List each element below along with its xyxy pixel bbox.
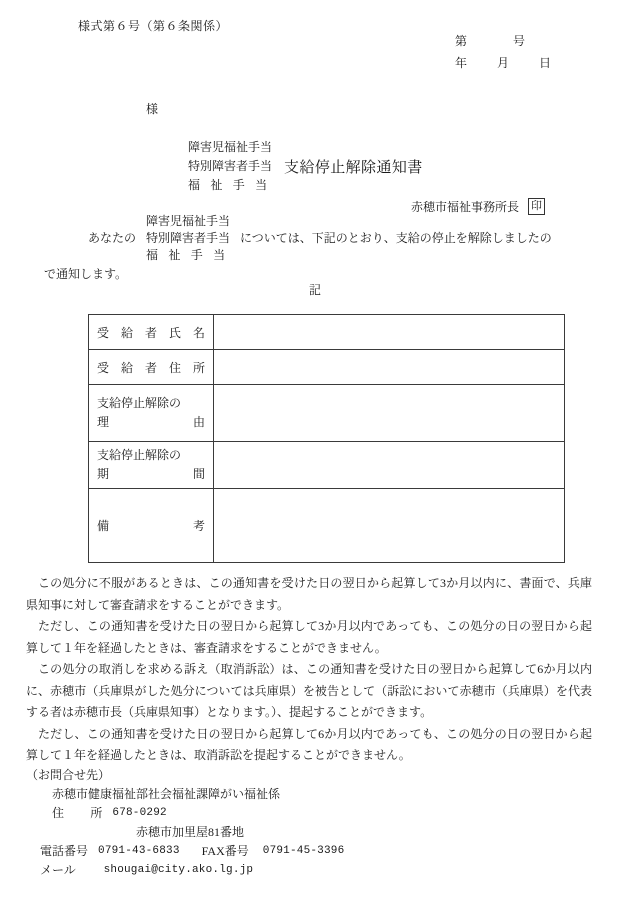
body-sentence-lead: あなたの xyxy=(87,231,136,245)
table-row xyxy=(89,315,565,350)
kiji-marker: 記 xyxy=(308,283,321,297)
legal-paragraph-4: ただし、この通知書を受けた日の翌日から起算して6か月以内であっても、この処分の日の翌日から起算して１年を経過したときは、取消訴訟を提起することができません。 xyxy=(26,726,592,762)
body-allowance-option-3: 福 祉 手 当 xyxy=(146,248,226,262)
legal-notice-block xyxy=(26,573,592,767)
form-number: 様式第６号（第６条関係） xyxy=(78,19,229,33)
row-label-suspension-period-line1: 支給停止解除の xyxy=(97,448,182,462)
allowance-option-1: 障害児福祉手当 xyxy=(188,140,273,154)
row-value-suspension-period[interactable] xyxy=(214,442,565,489)
contact-address-row xyxy=(26,804,344,823)
row-label-suspension-reason: 支給停止解除の 理 由 xyxy=(89,385,214,442)
body-sentence-row-1 xyxy=(24,212,604,229)
contact-tel-label: 電話番号 xyxy=(40,844,89,858)
body-allowance-option-2: 特別障害者手当 xyxy=(146,231,231,245)
body-sentence xyxy=(24,212,604,282)
allowance-option-2: 特別障害者手当 xyxy=(188,159,273,173)
contact-tel-value: 0791-43-6833 xyxy=(98,845,180,857)
row-value-recipient-address[interactable] xyxy=(214,350,565,385)
allowance-option-3: 福 祉 手 当 xyxy=(188,178,268,192)
table-row xyxy=(89,385,565,442)
contact-mail-label: メール xyxy=(40,863,76,877)
contact-fax-label: FAX番号 xyxy=(201,844,249,858)
body-allowance-option-1: 障害児福祉手当 xyxy=(146,214,231,228)
row-value-recipient-name[interactable] xyxy=(214,315,565,350)
row-label-remarks: 備 考 xyxy=(89,489,214,563)
contact-address-label: 住 所 xyxy=(52,806,103,820)
document-number-label: 第 xyxy=(455,34,468,48)
contact-organization: 赤穂市健康福祉部社会福祉課障がい福祉係 xyxy=(52,787,281,801)
row-value-remarks[interactable] xyxy=(214,489,565,563)
entry-table xyxy=(88,314,565,563)
contact-tel-row xyxy=(26,842,344,861)
document-number-unit: 号 xyxy=(513,34,526,48)
contact-address-value: 赤穂市加里屋81番地 xyxy=(136,825,245,839)
contact-mail-row xyxy=(26,861,344,880)
allowance-type-list xyxy=(188,138,272,195)
row-label-suspension-period: 支給停止解除の 期 間 xyxy=(89,442,214,489)
legal-paragraph-3: この処分の取消しを求める訴え（取消訴訟）は、この通知書を受けた日の翌日から起算して6か月以内に、赤穂市（兵庫県がした処分については兵庫県）を被告として（訴訟において赤穂市（兵庫県）を代表する者は赤穂市長（兵庫県知事）となります。）、提起することができます。 xyxy=(26,662,592,719)
date-year-label: 年 xyxy=(455,56,468,70)
document-number-line xyxy=(455,32,525,49)
contact-block xyxy=(26,766,344,880)
table-row xyxy=(89,442,565,489)
table-row xyxy=(89,489,565,563)
contact-heading: （お問合せ先） xyxy=(26,768,111,782)
addressee-honorific: 様 xyxy=(146,102,159,116)
row-label-suspension-reason-line1: 支給停止解除の xyxy=(97,396,182,410)
row-value-suspension-reason[interactable] xyxy=(214,385,565,442)
contact-mail-value: shougai@city.ako.lg.jp xyxy=(103,864,254,876)
seal-stamp-box: 印 xyxy=(528,198,545,215)
body-sentence-row-3 xyxy=(24,246,604,263)
body-sentence-closing: で通知します。 xyxy=(44,267,128,281)
date-day-label: 日 xyxy=(539,56,552,70)
contact-postal-code: 678-0292 xyxy=(112,807,167,819)
title-block xyxy=(188,138,423,195)
legal-paragraph-1: この処分に不服があるときは、この通知書を受けた日の翌日から起算して3か月以内に、書面で、兵庫県知事に対して審査請求をすることができます。 xyxy=(26,576,592,612)
row-label-recipient-address: 受 給 者 住 所 xyxy=(89,350,214,385)
legal-paragraph-2: ただし、この通知書を受けた日の翌日から起算して3か月以内であっても、この処分の日の翌日から起算して１年を経過したときは、審査請求をすることができません。 xyxy=(26,619,592,655)
body-sentence-row-2 xyxy=(24,229,604,246)
row-label-recipient-name: 受 給 者 氏 名 xyxy=(89,315,214,350)
document-title: 支給停止解除通知書 xyxy=(284,160,423,176)
date-month-label: 月 xyxy=(497,56,510,70)
body-sentence-tail: については、下記のとおり、支給の停止を解除しましたの xyxy=(240,231,552,245)
issuer-name: 赤穂市福祉事務所長 xyxy=(411,200,520,214)
contact-fax-value: 0791-45-3396 xyxy=(262,845,345,857)
document-date-line xyxy=(455,54,551,71)
table-row xyxy=(89,350,565,385)
